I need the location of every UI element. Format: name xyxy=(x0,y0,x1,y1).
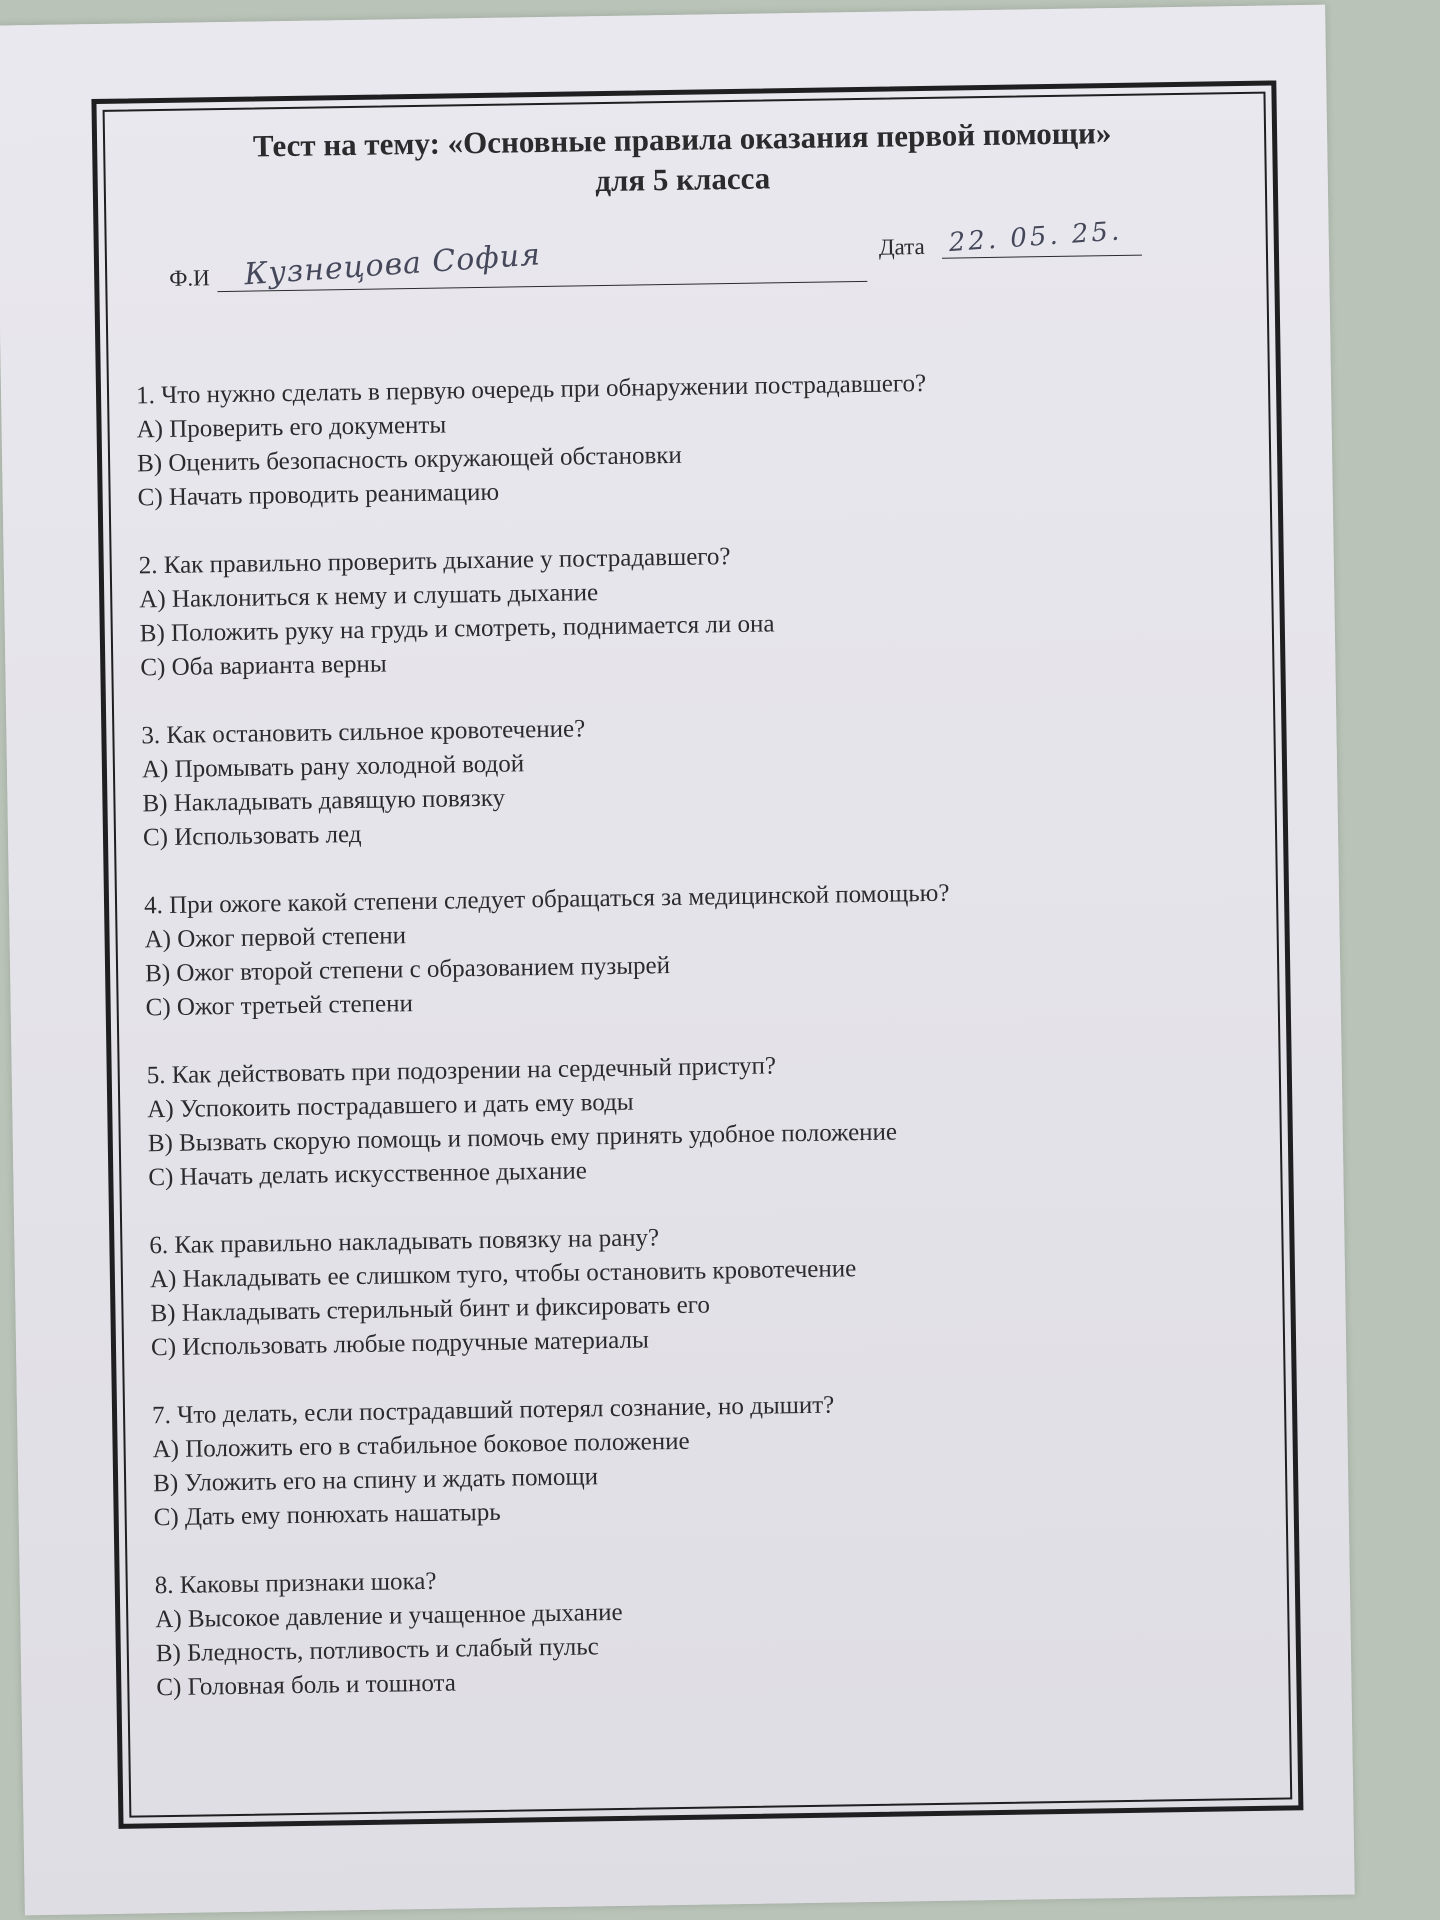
title-line-1: Тест на тему: «Основные правила оказания первой помощи» xyxy=(252,115,1112,164)
option-a: А) Положить его в стабильное боковое положение xyxy=(152,1427,690,1464)
question-text: 5. Как действовать при подозрении на сердечный приступ? xyxy=(146,1052,777,1090)
date-label: Дата xyxy=(878,233,925,260)
date-handwritten-value: 22. 05. 25. xyxy=(947,216,1124,259)
page-border xyxy=(91,80,1303,1828)
question-text: 6. Как правильно накладывать повязку на рану? xyxy=(149,1224,660,1260)
option-c: С) Оба варианта верны xyxy=(140,650,387,682)
question-list xyxy=(136,362,1257,1705)
option-c: С) Головная боль и тошнота xyxy=(156,1669,457,1702)
option-c: С) Использовать любые подручные материалы xyxy=(150,1326,649,1362)
option-b: В) Оценить безопасность окружающей обстановки xyxy=(136,441,683,478)
question xyxy=(141,702,1243,855)
test-title xyxy=(132,111,1233,208)
question xyxy=(146,1042,1248,1195)
option-b: В) Накладывать стерильный бинт и фиксировать его xyxy=(150,1291,711,1328)
question xyxy=(155,1552,1257,1705)
question xyxy=(149,1212,1251,1365)
question xyxy=(152,1382,1254,1535)
fio-label: Ф.И xyxy=(169,265,210,291)
option-a: А) Промывать рану холодной водой xyxy=(141,750,525,784)
option-c: С) Дать ему понюхать нашатырь xyxy=(153,1498,501,1532)
question xyxy=(136,362,1238,515)
sheet-content xyxy=(132,111,1257,1739)
test-sheet xyxy=(0,5,1355,1916)
question-text: 2. Как правильно проверить дыхание у пострадавшего? xyxy=(138,543,731,580)
option-a: А) Ожог первой степени xyxy=(144,922,407,954)
option-a: А) Высокое давление и учащенное дыхание xyxy=(155,1598,623,1634)
option-b: В) Бледность, потливость и слабый пульс xyxy=(155,1633,599,1668)
option-b: В) Положить руку на грудь и смотреть, поднимается ли она xyxy=(139,610,775,648)
question-text: 4. При ожоге какой степени следует обращаться за медицинской помощью? xyxy=(143,879,950,920)
option-c: С) Использовать лед xyxy=(142,820,362,852)
option-b: В) Ожог второй степени с образованием пузырей xyxy=(144,952,671,988)
fio-handwritten-value: Кузнецова София xyxy=(243,237,542,293)
question xyxy=(144,872,1246,1025)
option-a: А) Наклониться к нему и слушать дыхание xyxy=(139,579,599,614)
option-c: С) Ожог третьей степени xyxy=(145,990,414,1022)
option-a: А) Проверить его документы xyxy=(136,411,447,444)
option-b: В) Вызвать скорую помощь и помочь ему принять удобное положение xyxy=(147,1118,898,1158)
student-fields xyxy=(133,209,1234,321)
option-c: С) Начать делать искусственное дыхание xyxy=(148,1157,588,1192)
option-c: С) Начать проводить реанимацию xyxy=(137,478,500,512)
option-b: В) Накладывать давящую повязку xyxy=(142,784,506,818)
question xyxy=(138,532,1240,685)
question-text: 3. Как остановить сильное кровотечение? xyxy=(141,715,586,750)
option-a: А) Успокоить пострадавшего и дать ему воды xyxy=(147,1088,634,1124)
option-b: В) Уложить его на спину и ждать помощи xyxy=(152,1463,599,1498)
question-text: 7. Что делать, если пострадавший потерял сознание, но дышит? xyxy=(151,1391,835,1430)
option-a: А) Накладывать ее слишком туго, чтобы остановить кровотечение xyxy=(149,1255,857,1294)
title-line-2: для 5 класса xyxy=(594,160,771,199)
question-text: 8. Каковы признаки шока? xyxy=(154,1567,437,1600)
question-text: 1. Что нужно сделать в первую очередь при обнаружении пострадавшего? xyxy=(135,369,927,410)
